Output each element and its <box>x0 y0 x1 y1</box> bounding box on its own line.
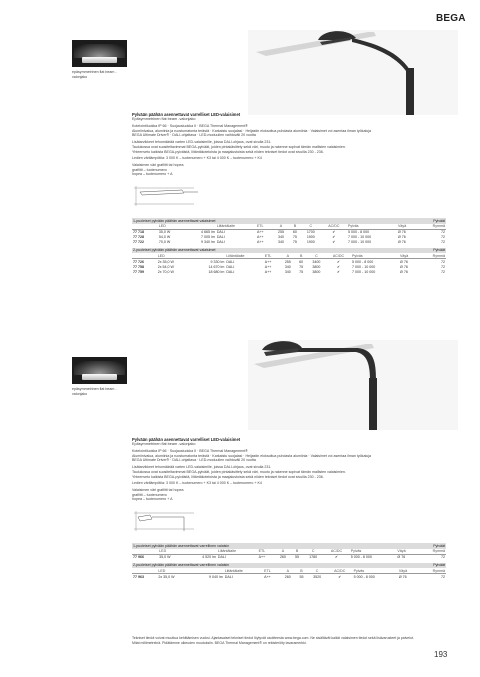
product-section-1 <box>132 112 446 274</box>
table-heading-right: Pylväät <box>418 563 446 569</box>
driver-line: BEGA Ultimate Driver® · DALI-ohjattava · LED-moduulien vaihtoväli 20 vuotta <box>132 133 256 138</box>
overview-note: Yhteenveto kaikista BEGA-pylväistä, liitäntäkoteloista ja maajalustoista sekä niiden tekniset tiedot ovat sivuilla 230 - 236. <box>132 474 324 479</box>
col-c: C <box>301 224 321 230</box>
table-row: 77 758 2x 54,0 W 14 670 lm DALI A++ 340 75 3800 ✔ 7 000 - 10 000 Ø 76 72 <box>133 264 445 269</box>
dimension-drawing <box>132 505 202 535</box>
page-number: 193 <box>434 650 448 659</box>
product-photo-luminaire <box>248 30 458 115</box>
table-row: 77 963 2x 35,0 W 9 040 lm DALI A++ 260 55 3520 ✔ 5 000 - 8 000 Ø 76 72 <box>133 574 445 579</box>
table-row: 77 726 2x 35,0 W 9 330 lm DALI A++ 255 60 3400 ✔ 5 000 - 8 000 Ø 76 72 <box>133 259 445 264</box>
pole-note: Taulukossa ovat suositeltavimmat BEGA-pylväät, joiden pintakäsittely sekä väri, muoto ja rakenne sopivat tämän mallisten valaisimien. <box>132 469 346 474</box>
accessory-note: Lisätarvikkeet tehomäärää varten LED-valaisimille, joissa DALI-ohjaus, ovat sivulla 231. <box>132 140 272 145</box>
color-temperature-line: Ledien värilämpötila: 3 000 K – tuotenumero + K3 tai 4 000 K – tuotenumero + K4 <box>132 156 262 161</box>
table-row: 77 759 2x 70,0 W 18 680 lm DALI A++ 340 75 3800 ✔ 7 000 - 10 000 Ø 76 72 <box>133 269 445 274</box>
col-group: Rymmä <box>417 224 446 230</box>
footer-note: Tekniset tiedot voivat muuttua kehittämisen vuoksi. Ajantasaiset tekniset tiedot löytyvät osoitteesta www.bega.com. Ne sisältävät kaikki valaisimen tiedot sekä lisävarusteet ja palvelut. Mitat millimetreinä. Pidätämme oikeuden muutoksiin. BEGA Thermal Management® on rekisteröity tavaramerkki. <box>132 636 414 645</box>
material-line: Alumiinivalua, alumiinia ja ruostumatonta terästä · Karkaistu suojalasi · Heijastin eloksoitua puhdasta alumiinia · Valaisimet voi asentaa ilman työkaluja <box>132 453 372 458</box>
table-one-sided: 1-puoleiset pylvään päähän asennettavat varrellinen valaisin Pylväät LED Liitäntälaite ETL A B C AC/DC Pylväs Väyä Rymmä 77 966 35,0 W 4 520 lm DALI A++ 260 55 1780 ✔ 5 000 - 8 000 Ø 76 72 <box>133 543 445 560</box>
col-b: B <box>289 224 301 230</box>
table-row: 77 722 70,0 W 9 340 lm DALI A++ 340 75 1900 ✔ 7 000 - 10 000 Ø 76 72 <box>133 240 445 245</box>
section-title: Pylvään päähän asennettavat varrelliset LED-valaisimet <box>132 112 241 117</box>
table-row: 77 728 54,0 W 7 005 lm DALI A++ 340 75 1900 ✔ 7 000 - 10 000 Ø 76 72 <box>133 235 445 240</box>
table-row: 77 966 35,0 W 4 520 lm DALI A++ 260 55 1780 ✔ 5 000 - 8 000 Ø 76 72 <box>133 555 445 560</box>
light-distribution-thumbnail <box>72 40 127 67</box>
col-pole: Pylväs <box>347 224 397 230</box>
color-graphite: grafiitti – tuotenumero <box>132 492 167 497</box>
spec-line: Kotelointiluokka IP 66 · Suojausluokka II · BEGA Thermal Management® <box>132 124 248 128</box>
thumbnail-caption: epäsymmetrinen flat beam -valonjako <box>72 387 117 396</box>
col-etl: ETL <box>256 224 273 230</box>
driver-line: BEGA Ultimate Driver® · DALI-ohjattava · LED-moduulien vaihtoväli 20 vuotta <box>132 458 256 463</box>
table-row: 77 718 35,0 W 4 665 lm DALI A++ 255 60 1700 ✔ 5 000 - 8 000 Ø 76 72 <box>133 230 445 235</box>
product-photo-luminaire <box>248 340 458 430</box>
col-led: LED <box>158 224 216 230</box>
col-diameter: Väyä <box>397 224 417 230</box>
material-line: Alumiinivalua, alumiinia ja ruostumatonta terästä · Karkaistu suojalasi · Heijastin eloksoitua puhdasta alumiinia · Valaisimet voi asentaa ilman työkaluja <box>132 128 372 133</box>
color-temperature-line: Ledien värilämpötila: 3 000 K – tuotenumero + K3 tai 4 000 K – tuotenumero + K4 <box>132 481 262 486</box>
brand-logo: BEGA <box>436 13 466 24</box>
overview-note: Yhteenveto kaikista BEGA-pylväistä, liitäntäkoteloista ja maajalustoista sekä niiden tekniset tiedot ovat sivuilla 230 - 236. <box>132 149 324 154</box>
table-two-sided: 2-puoleiset pylvään päähän asennettavat valaisimet Pylväät LED Liitäntälaite ETL A B C AC/DC Pylväs Väyä Rymmä 77 726 2x 35,0 W 9 330 lm DALI A++ 255 60 3400 ✔ 5 000 - 8 000 Ø 76 72 77 758 2x 54,0 W 14 670 lm DALI A++ 340 75 3800 ✔ 7 000 - 10 000 Ø 76 72 77 759 2x 70,0 W 18 680 lm DALI A++ 340 75 3800 ✔ 7 000 - 10 000 Ø 76 72 <box>133 248 445 274</box>
table-heading-right: Pylväät <box>417 543 446 549</box>
table-heading: 2-puoleiset pylvään päähän asennettavat valaisimet <box>132 248 418 254</box>
col-acdc: AC/DC <box>321 224 347 230</box>
color-silver: hopea – tuotenumero + A <box>132 172 173 177</box>
table-heading-right: Pylväät <box>418 248 446 254</box>
dimension-drawing <box>132 180 202 210</box>
thumbnail-caption: epäsymmetrinen flat beam -valonjako <box>72 70 117 79</box>
table-two-sided: 2-puoleiset pylvään päähän asennettavat varrellinen valaisin Pylväät LED Liitäntälaite ETL A B C AC/DC Pylväs Väyä Rymmä 77 963 2x 35,0 W 9 040 lm DALI A++ 260 55 3520 ✔ 5 000 - 8 000 Ø 76 72 <box>133 563 445 579</box>
spec-line: Kotelointiluokka IP 66 · Suojausluokka II · BEGA Thermal Management® <box>132 449 248 453</box>
colors-intro: Valaisimen väri grafiitti tai hopea <box>132 487 184 492</box>
table-heading: 1-puoleiset pylvään päähän asennettavat valaisimet <box>132 218 417 224</box>
color-silver: hopea – tuotenumero + A <box>132 497 173 502</box>
light-distribution-thumbnail <box>72 357 127 384</box>
section-subtitle: Epäsymmetrinen flat beam -valonjako <box>132 442 196 446</box>
product-section-2 <box>132 437 446 579</box>
accessory-note: Lisätarvikkeet tehomäärää varten LED-valaisimille, joissa DALI-ohjaus, ovat sivulla 231. <box>132 465 272 470</box>
table-heading: 2-puoleiset pylvään päähän asennettavat varrellinen valaisin <box>132 563 418 569</box>
col-ballast: Liitäntälaite <box>216 224 256 230</box>
col-a: A <box>273 224 289 230</box>
pole-note: Taulukossa ovat suositeltavimmat BEGA-pylväät, joiden pintakäsittely sekä väri, muoto ja rakenne sopivat tämän mallisten valaisimien. <box>132 144 346 149</box>
section-subtitle: Epäsymmetrinen flat beam -valonjako <box>132 117 196 121</box>
table-heading: 1-puoleiset pylvään päähän asennettavat varrellinen valaisin <box>132 543 417 549</box>
table-heading-right: Pylväät <box>417 218 446 224</box>
table-one-sided <box>132 218 446 245</box>
color-graphite: grafiitti – tuotenumero <box>132 167 167 172</box>
section-title: Pylvään päähän asennettavat varrelliset LED-valaisimet <box>132 437 241 442</box>
colors-intro: Valaisimen väri grafiitti tai hopea <box>132 162 184 167</box>
